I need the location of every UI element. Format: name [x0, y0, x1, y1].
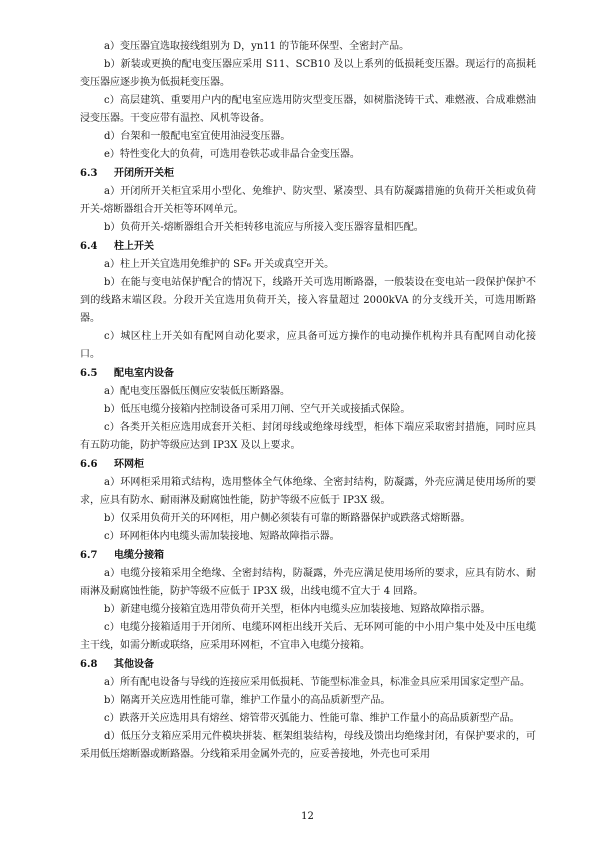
paragraph-6-5-a: a）配电变压器低压侧应安装低压断路器。	[104, 386, 290, 397]
paragraph-6-4-a: a）柱上开关宜选用免维护的 SF₆ 开关或真空开关。	[104, 259, 335, 270]
section-number: 6.5	[80, 368, 98, 379]
paragraph-6-2-e: e）特性变化大的负荷，可选用卷铁芯或非晶合金变压器。	[104, 149, 360, 160]
section-number: 6.8	[80, 659, 98, 670]
paragraph-6-5-b: b）低压电缆分接箱内控制设备可采用刀闸、空气开关或接插式保险。	[104, 404, 411, 415]
paragraph-6-2-a: a）变压器宜选取接线组别为 D，yn11 的节能环保型、全密封产品。	[104, 41, 410, 52]
paragraph-6-8-a: a）所有配电设备与导线的连接应采用低损耗、节能型标准金具，标准金具应采用国家定型产品。	[104, 677, 530, 688]
section-heading-6-7	[80, 547, 536, 565]
paragraph-6-2-c: c）高层建筑、重要用户内的配电室应选用防灾型变压器，如树脂浇铸干式、难燃液、合成难燃油浸变压器。干变应带有温控、风机等设备。	[80, 95, 536, 124]
paragraph-6-5-c: c）各类开关柜应选用成套开关柜、封闭母线或绝缘母线型，柜体下端应采取密封措施，同时应具有五防功能，防护等级应达到 IP3X 及以上要求。	[80, 422, 536, 451]
paragraph-6-3-a: a）开闭所开关柜宜采用小型化、免维护、防灾型、紧凑型、具有防凝露措施的负荷开关柜或负荷开关-熔断器组合开关柜等环网单元。	[80, 186, 536, 215]
paragraph-6-2-d: d）台架和一般配电室宜使用油浸变压器。	[104, 131, 291, 142]
section-number: 6.7	[80, 550, 98, 561]
paragraph-6-6-b: b）仅采用负荷开关的环网柜，用户侧必须装有可靠的断路器保护或跌落式熔断器。	[104, 513, 471, 524]
paragraph-6-4-c: c）城区柱上开关如有配网自动化要求，应具备可远方操作的电动操作机构并具有配网自动化接口。	[80, 331, 536, 360]
section-number: 6.6	[80, 459, 98, 470]
section-number: 6.4	[80, 241, 98, 252]
paragraph-6-6-a: a）环网柜采用箱式结构，选用整体全气体绝缘、全密封结构，防凝露，外壳应满足使用场所的要求，应具有防水、耐雨淋及耐腐蚀性能，防护等级不应低于 IP3X 级。	[80, 477, 536, 506]
paragraph-6-3-b: b）负荷开关-熔断器组合开关柜转移电流应与所接入变压器容量相匹配。	[104, 222, 424, 233]
section-heading-6-4	[80, 238, 536, 256]
section-number: 6.3	[80, 168, 98, 179]
paragraph-6-7-c: c）电缆分接箱适用于开闭所、电缆环网柜出线开关后、无环网可能的中小用户集中处及中压电缆主干线，如需分断或联络，应采用环网柜，不宜串入电缆分接箱。	[80, 622, 536, 651]
paragraph-6-6-c: c）环网柜体内电缆头需加装接地、短路故障指示器。	[104, 531, 340, 542]
document-body	[80, 38, 536, 764]
section-heading-6-5	[80, 365, 536, 383]
section-title: 环网柜	[114, 459, 144, 470]
section-title: 其他设备	[114, 659, 154, 670]
section-title: 电缆分接箱	[114, 550, 164, 561]
section-heading-6-6	[80, 456, 536, 474]
section-title: 开闭所开关柜	[114, 168, 174, 179]
paragraph-6-7-b: b）新建电缆分接箱宜选用带负荷开关型，柜体内电缆头应加装接地、短路故障指示器。	[104, 604, 491, 615]
paragraph-6-2-b: b）新装或更换的配电变压器应采用 S11、SCB10 及以上系列的低损耗变压器。现运行的高损耗变压器应逐步换为低损耗变压器。	[80, 59, 536, 88]
paragraph-6-7-a: a）电缆分接箱采用全绝缘、全密封结构，防凝露，外壳应满足使用场所的要求，应具有防水、耐雨淋及耐腐蚀性能，防护等级不应低于 IP3X 级，出线电缆不宜大于 4 回路。	[80, 568, 536, 597]
section-heading-6-8	[80, 656, 536, 674]
section-title: 配电室内设备	[114, 368, 174, 379]
paragraph-6-8-b: b）隔离开关应选用性能可靠，维护工作量小的高品质新型产品。	[104, 695, 391, 706]
paragraph-6-8-c: c）跌落开关应选用具有熔丝、熔管带灭弧能力、性能可靠、维护工作量小的高品质新型产品。	[104, 713, 520, 724]
paragraph-6-4-b: b）在能与变电站保护配合的情况下，线路开关可选用断路器，一般装设在变电站一段保护保护不到的线路末端区段。分段开关宜选用负荷开关，接入容量超过 2000kVA 的分支线开关，可选用断路器。	[80, 277, 536, 324]
section-heading-6-3	[80, 165, 536, 183]
page-number: 12	[301, 811, 314, 822]
paragraph-6-8-d: d）低压分支箱应采用元件模块拼装、框架组装结构，母线及馈出均绝缘封闭，有保护要求的，可采用低压熔断器或断路器。分线箱采用金属外壳的，应妥善接地，外壳也可采用	[80, 731, 536, 760]
section-title: 柱上开关	[114, 241, 154, 252]
